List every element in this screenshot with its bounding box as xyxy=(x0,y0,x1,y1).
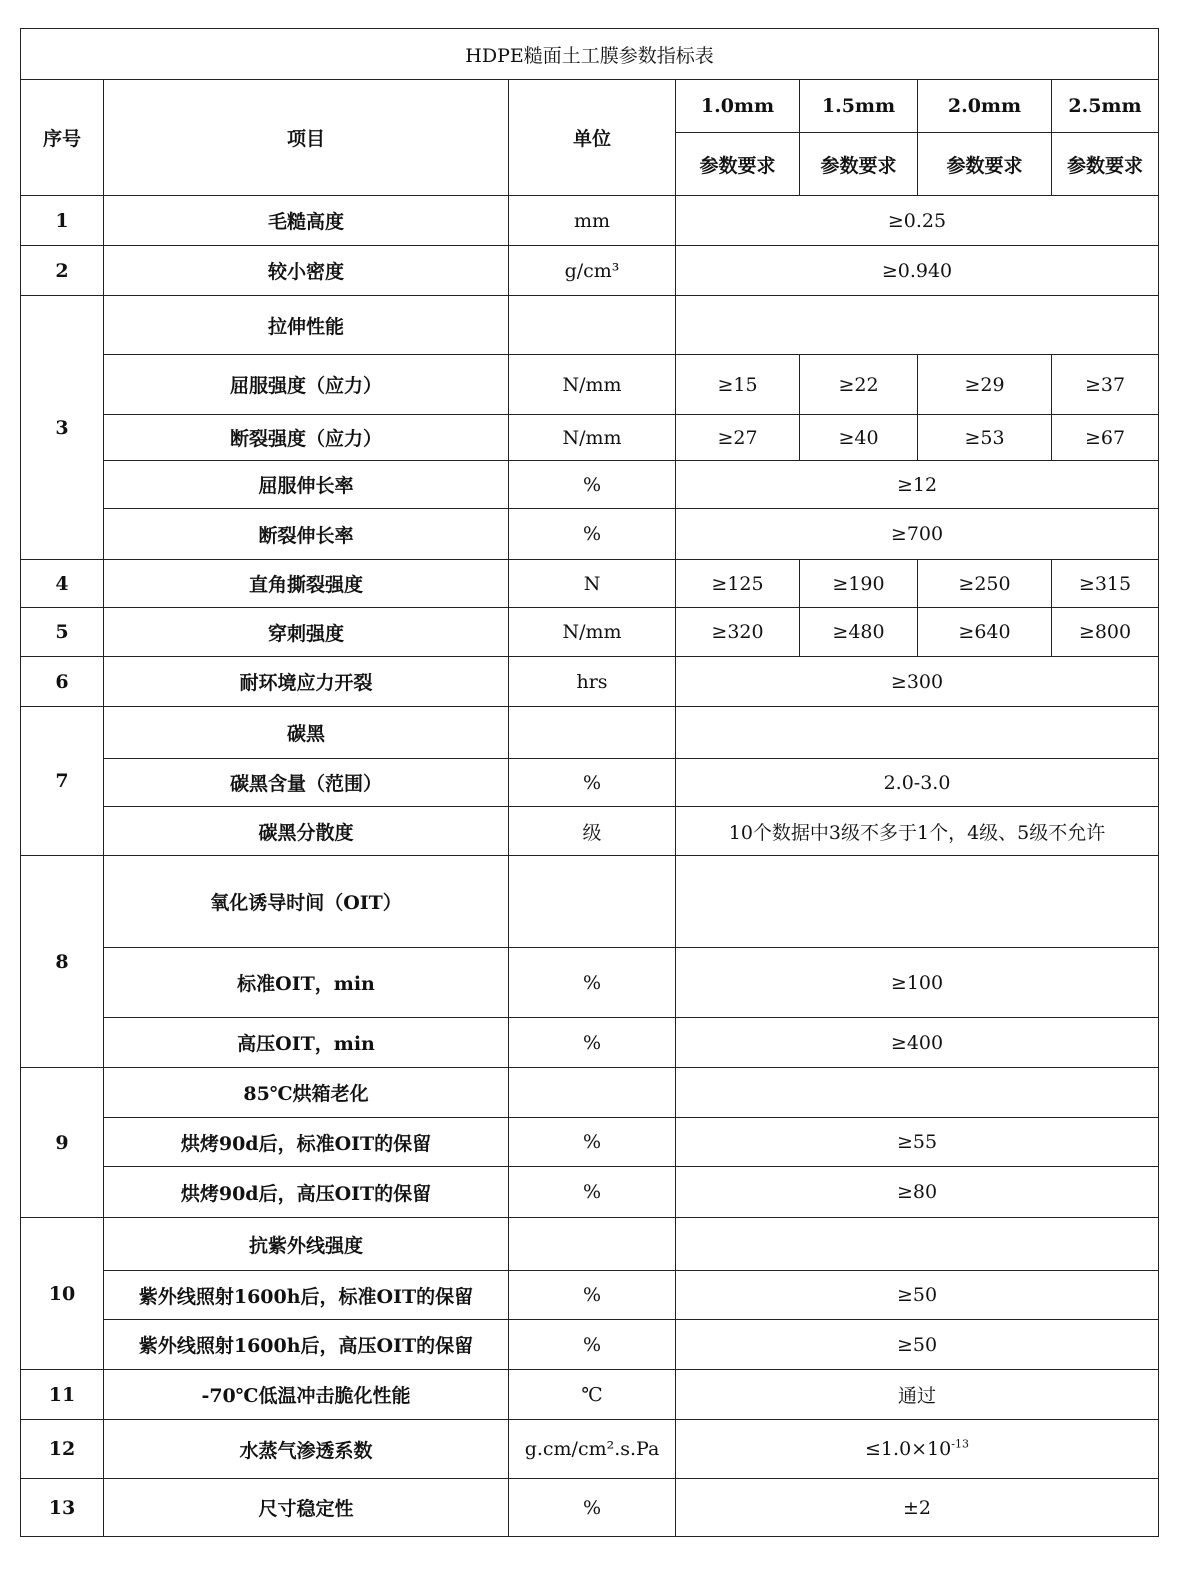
row-value: ≥12 xyxy=(676,461,1159,509)
row-seq: 3 xyxy=(21,296,104,560)
row-value-3: ≥53 xyxy=(918,415,1052,461)
row-item: -70℃低温冲击脆化性能 xyxy=(104,1370,509,1420)
table-row xyxy=(21,246,1159,296)
row-unit: N/mm xyxy=(509,355,676,415)
row-item: 碳黑含量（范围） xyxy=(104,759,509,807)
row-seq: 12 xyxy=(21,1420,104,1479)
row-unit xyxy=(509,856,676,948)
row-item: 紫外线照射1600h后，标准OIT的保留 xyxy=(104,1271,509,1320)
row-unit: % xyxy=(509,1479,676,1537)
table-row xyxy=(21,1118,1159,1167)
row-unit: % xyxy=(509,1271,676,1320)
row-item: 高压OIT，min xyxy=(104,1018,509,1068)
row-unit: N/mm xyxy=(509,415,676,461)
row-value-3: ≥250 xyxy=(918,560,1052,608)
table-row xyxy=(21,461,1159,509)
row-seq: 9 xyxy=(21,1068,104,1218)
row-value: ≥0.940 xyxy=(676,246,1159,296)
row-item: 紫外线照射1600h后，高压OIT的保留 xyxy=(104,1320,509,1370)
row-unit: N/mm xyxy=(509,608,676,657)
header-thickness-1: 1.0mm xyxy=(676,80,800,133)
table-row xyxy=(21,856,1159,948)
row-unit: % xyxy=(509,948,676,1018)
row-value: ≥50 xyxy=(676,1271,1159,1320)
row-value: ≥80 xyxy=(676,1167,1159,1218)
row-value xyxy=(676,1218,1159,1271)
row-value: ≥55 xyxy=(676,1118,1159,1167)
row-value-1: ≥320 xyxy=(676,608,800,657)
row-item: 断裂强度（应力） xyxy=(104,415,509,461)
row-item: 直角撕裂强度 xyxy=(104,560,509,608)
row-unit xyxy=(509,296,676,355)
row-value-1: ≥15 xyxy=(676,355,800,415)
row-seq: 6 xyxy=(21,657,104,707)
row-seq: 2 xyxy=(21,246,104,296)
table-row xyxy=(21,1320,1159,1370)
table-row xyxy=(21,1479,1159,1537)
row-value-2: ≥190 xyxy=(800,560,918,608)
row-unit: % xyxy=(509,1167,676,1218)
table-row xyxy=(21,759,1159,807)
table-row xyxy=(21,707,1159,759)
value-exponent: -13 xyxy=(951,1437,969,1451)
row-seq: 1 xyxy=(21,196,104,246)
row-unit xyxy=(509,707,676,759)
row-seq: 5 xyxy=(21,608,104,657)
header-row-1 xyxy=(21,80,1159,133)
row-value: 2.0-3.0 xyxy=(676,759,1159,807)
row-item: 烘烤90d后，标准OIT的保留 xyxy=(104,1118,509,1167)
row-value-2: ≥40 xyxy=(800,415,918,461)
table-row xyxy=(21,1271,1159,1320)
table-row xyxy=(21,1167,1159,1218)
row-unit: 级 xyxy=(509,807,676,856)
table-row xyxy=(21,1218,1159,1271)
row-value-1: ≥27 xyxy=(676,415,800,461)
row-item: 耐环境应力开裂 xyxy=(104,657,509,707)
row-seq: 13 xyxy=(21,1479,104,1537)
row-value-1: ≥125 xyxy=(676,560,800,608)
table-row xyxy=(21,1068,1159,1118)
row-value-3: ≥640 xyxy=(918,608,1052,657)
row-value xyxy=(676,296,1159,355)
row-item: 断裂伸长率 xyxy=(104,509,509,560)
row-value: ≥700 xyxy=(676,509,1159,560)
row-seq: 7 xyxy=(21,707,104,856)
header-thickness-4: 2.5mm xyxy=(1052,80,1159,133)
table-row xyxy=(21,196,1159,246)
row-item: 氧化诱导时间（OIT） xyxy=(104,856,509,948)
header-req-3: 参数要求 xyxy=(918,133,1052,196)
row-value-2: ≥22 xyxy=(800,355,918,415)
header-req-4: 参数要求 xyxy=(1052,133,1159,196)
row-seq: 4 xyxy=(21,560,104,608)
row-value: ±2 xyxy=(676,1479,1159,1537)
row-unit: g/cm³ xyxy=(509,246,676,296)
row-item: 较小密度 xyxy=(104,246,509,296)
row-value: 通过 xyxy=(676,1370,1159,1420)
row-value xyxy=(676,1420,1159,1479)
row-value xyxy=(676,1068,1159,1118)
row-value: ≥100 xyxy=(676,948,1159,1018)
row-unit: hrs xyxy=(509,657,676,707)
title-row xyxy=(21,29,1159,80)
row-item: 碳黑分散度 xyxy=(104,807,509,856)
header-req-1: 参数要求 xyxy=(676,133,800,196)
table-row xyxy=(21,948,1159,1018)
row-value-4: ≥800 xyxy=(1052,608,1159,657)
row-value xyxy=(676,707,1159,759)
row-item: 毛糙高度 xyxy=(104,196,509,246)
row-item: 屈服强度（应力） xyxy=(104,355,509,415)
row-value-4: ≥37 xyxy=(1052,355,1159,415)
header-thickness-3: 2.0mm xyxy=(918,80,1052,133)
row-unit: % xyxy=(509,1018,676,1068)
row-value xyxy=(676,856,1159,948)
table-row xyxy=(21,1018,1159,1068)
row-value-2: ≥480 xyxy=(800,608,918,657)
row-seq: 10 xyxy=(21,1218,104,1370)
table-row xyxy=(21,560,1159,608)
table-row xyxy=(21,296,1159,355)
header-req-2: 参数要求 xyxy=(800,133,918,196)
row-item: 碳黑 xyxy=(104,707,509,759)
row-seq: 8 xyxy=(21,856,104,1068)
table-row xyxy=(21,807,1159,856)
table-row xyxy=(21,657,1159,707)
spec-table xyxy=(20,28,1159,1537)
header-unit: 单位 xyxy=(509,80,676,196)
page-title: HDPE糙面土工膜参数指标表 xyxy=(21,29,1159,80)
row-item: 尺寸稳定性 xyxy=(104,1479,509,1537)
row-unit: % xyxy=(509,509,676,560)
table-row xyxy=(21,608,1159,657)
row-value: ≥300 xyxy=(676,657,1159,707)
row-unit: ℃ xyxy=(509,1370,676,1420)
table-row xyxy=(21,1420,1159,1479)
row-unit: % xyxy=(509,1118,676,1167)
row-item: 标准OIT，min xyxy=(104,948,509,1018)
row-unit xyxy=(509,1068,676,1118)
row-item: 屈服伸长率 xyxy=(104,461,509,509)
row-item: 穿刺强度 xyxy=(104,608,509,657)
row-item: 抗紫外线强度 xyxy=(104,1218,509,1271)
table-row xyxy=(21,415,1159,461)
header-seq: 序号 xyxy=(21,80,104,196)
header-thickness-2: 1.5mm xyxy=(800,80,918,133)
row-value-4: ≥315 xyxy=(1052,560,1159,608)
value-base: ≤1.0×10 xyxy=(865,1438,952,1460)
row-item: 85℃烘箱老化 xyxy=(104,1068,509,1118)
row-value: ≥0.25 xyxy=(676,196,1159,246)
header-item: 项目 xyxy=(104,80,509,196)
row-unit: g.cm/cm².s.Pa xyxy=(509,1420,676,1479)
row-item: 烘烤90d后，高压OIT的保留 xyxy=(104,1167,509,1218)
row-value: ≥400 xyxy=(676,1018,1159,1068)
row-item: 拉伸性能 xyxy=(104,296,509,355)
row-value: 10个数据中3级不多于1个，4级、5级不允许 xyxy=(676,807,1159,856)
row-item: 水蒸气渗透系数 xyxy=(104,1420,509,1479)
row-seq: 11 xyxy=(21,1370,104,1420)
row-unit: % xyxy=(509,759,676,807)
table-row xyxy=(21,509,1159,560)
table-row xyxy=(21,355,1159,415)
row-unit: % xyxy=(509,1320,676,1370)
row-value-4: ≥67 xyxy=(1052,415,1159,461)
row-value: ≥50 xyxy=(676,1320,1159,1370)
row-unit xyxy=(509,1218,676,1271)
row-unit: % xyxy=(509,461,676,509)
row-unit: N xyxy=(509,560,676,608)
table-row xyxy=(21,1370,1159,1420)
row-value-3: ≥29 xyxy=(918,355,1052,415)
row-unit: mm xyxy=(509,196,676,246)
